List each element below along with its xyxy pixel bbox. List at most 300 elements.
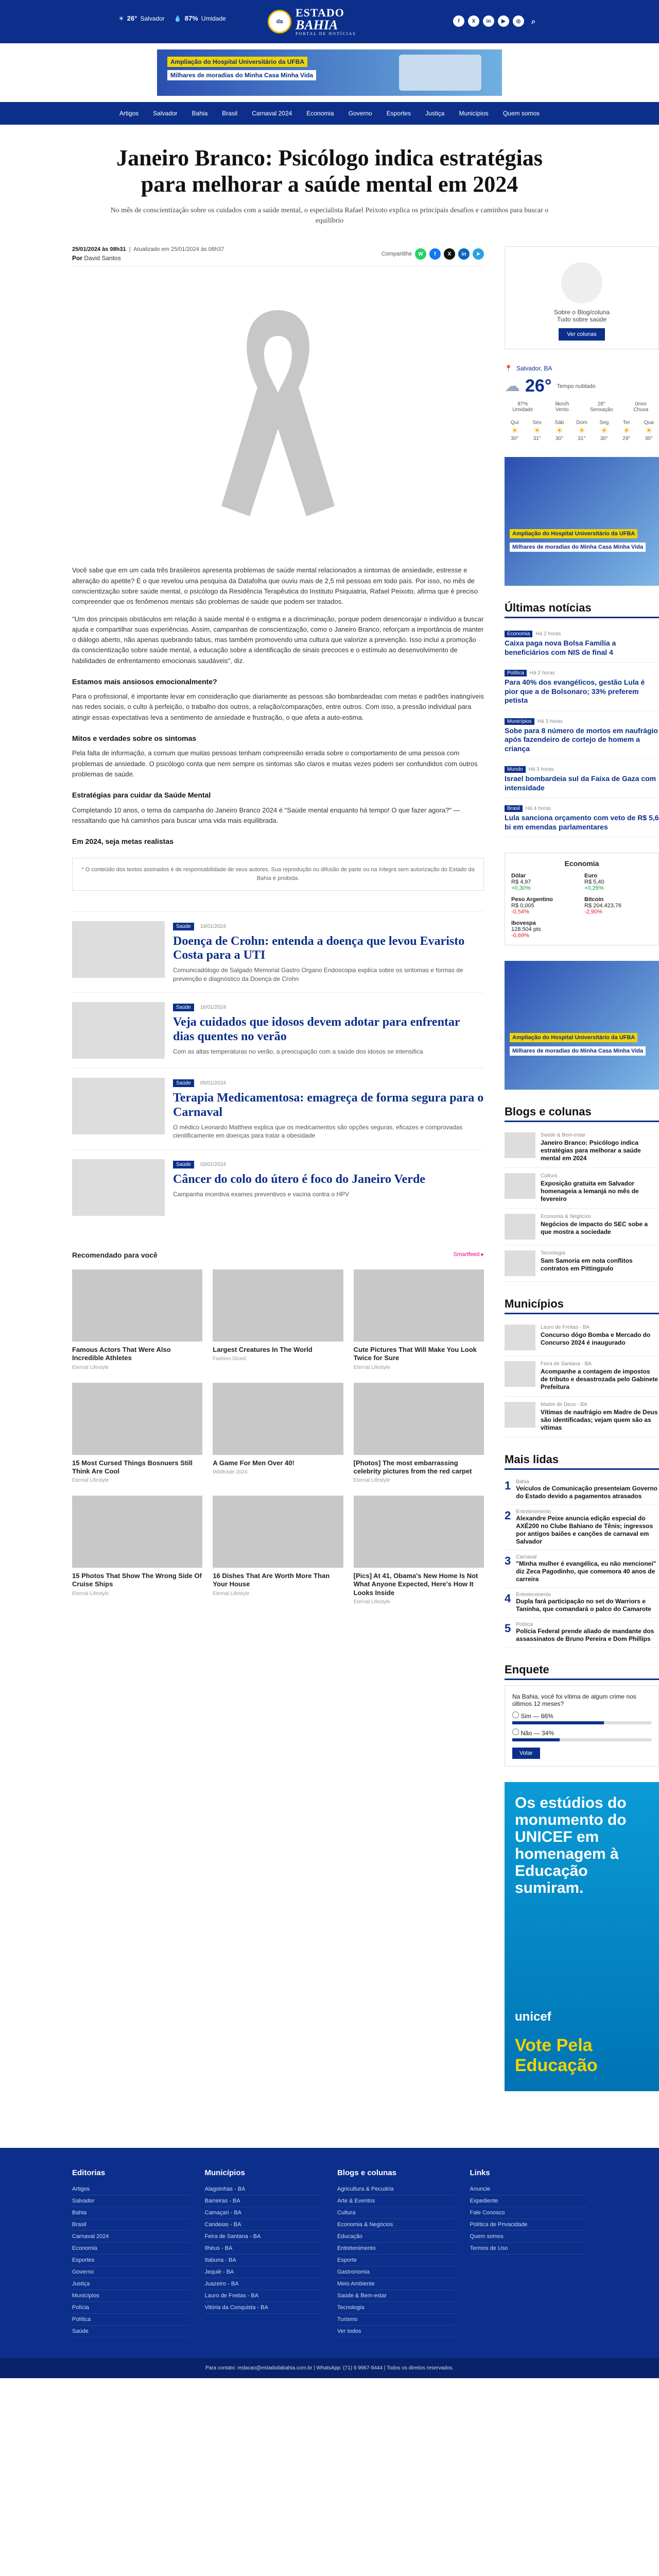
poll-option[interactable]: Sim — 66% (512, 1711, 651, 1724)
footer-link[interactable]: Turismo (337, 2314, 455, 2326)
facebook-icon[interactable]: f (453, 15, 464, 27)
economy-name: Bitcoin (584, 896, 604, 903)
related-date: 19/01/2024 (200, 923, 226, 929)
recommended-card-title: A Game For Men Over 40! (213, 1459, 294, 1467)
blog-item[interactable] (505, 1168, 659, 1209)
sun-icon: ☀ (511, 427, 518, 436)
footer-link[interactable]: Ver todos (337, 2326, 455, 2337)
news-time: Há 4 horas (526, 806, 551, 812)
recommended-source: Eternal Lifestyle (353, 1478, 390, 1484)
poll-option-label: Não (521, 1730, 532, 1737)
economy-item (584, 873, 652, 891)
most-read-headline[interactable]: Alexandre Peixe anuncia edição especial do AXÉ200 no Clube Bahiano de Tênis; ingressos por antigos baiões e canções de carnaval em Salvador (516, 1515, 653, 1546)
nav-item-esportes[interactable]: Esportes (386, 110, 411, 117)
municipio-item[interactable] (505, 1397, 659, 1437)
footer-link[interactable]: Jequié - BA (205, 2266, 322, 2278)
nav-item-bahia[interactable]: Bahia (192, 110, 208, 117)
article-heading: Mitos e verdades sobre os sintomas (72, 734, 197, 742)
footer-link[interactable]: Ilhéus - BA (205, 2243, 322, 2255)
site-footer (0, 2148, 659, 2358)
sidebar-ad-line2: Milhares de moradias do Minha Casa Minha Vida (510, 543, 646, 552)
vote-button[interactable]: Votar (512, 1748, 540, 1759)
sun-icon: ☀ (578, 427, 586, 436)
recommended-card-title: 15 Photos That Show The Wrong Side Of Cruise Ships (72, 1572, 202, 1588)
poll-widget (505, 1685, 659, 1767)
recommended-image (213, 1383, 343, 1455)
footer-link[interactable]: Barreiras - BA (205, 2195, 322, 2207)
municipio-item[interactable] (505, 1356, 659, 1397)
economy-value: R$ 4,97 (511, 879, 531, 886)
economy-name: Peso Argentino (511, 896, 553, 903)
footer-link[interactable]: Política de Privacidade (470, 2219, 587, 2231)
recommended-source: Eternal Lifestyle (72, 1590, 109, 1597)
blog-item[interactable] (505, 1245, 659, 1282)
recommended-image (354, 1269, 484, 1342)
footer-link[interactable]: Economia (72, 2243, 189, 2255)
blog-avatar (561, 262, 602, 303)
sun-icon: ☀ (533, 427, 541, 436)
blog-thumb (505, 1214, 535, 1240)
weather-desc: Tempo nublado (557, 383, 596, 389)
forecast-day: Dom (576, 420, 587, 426)
most-read-title: Mais lidas (505, 1453, 659, 1470)
stat-label: Umidade (512, 407, 533, 413)
news-item[interactable] (505, 711, 659, 759)
poll-option[interactable]: Não — 34% (512, 1728, 651, 1741)
footer-link[interactable]: Municípios (72, 2290, 189, 2302)
footer-link[interactable]: Tecnologia (337, 2302, 455, 2314)
related-tag: Saúde (173, 923, 194, 930)
most-read-item[interactable] (505, 1588, 659, 1618)
most-read-item[interactable] (505, 1505, 659, 1550)
stat-value: 87% (517, 401, 528, 408)
recommended-card[interactable] (72, 1383, 202, 1484)
x-share-icon[interactable]: X (444, 248, 455, 260)
header-weather-temp: 26° (127, 14, 137, 22)
recommended-source: Eternal Lifestyle (353, 1599, 390, 1605)
poll-result-fill (512, 1721, 604, 1724)
footer-link[interactable]: Artigos (72, 2183, 189, 2195)
news-item[interactable] (505, 759, 659, 798)
recommended-card[interactable] (72, 1496, 202, 1605)
related-item[interactable] (72, 1149, 484, 1225)
poll-radio[interactable] (512, 1728, 519, 1735)
related-articles (72, 911, 484, 1226)
most-read-headline[interactable]: Veículos de Comunicação presenteiam Governo do Estado devido a pagamentos atrasados (516, 1485, 658, 1500)
municipio-headline[interactable]: Concurso dógo Bomba e Mercado do Concurso 2024 é inaugurado (541, 1331, 651, 1347)
facebook-share-icon[interactable]: f (429, 248, 441, 260)
forecast-day: Sex (532, 420, 542, 426)
forecast-temp: 30° (645, 436, 653, 442)
most-read-category: Entretenimento (516, 1509, 551, 1515)
footer-link[interactable]: Alagoinhas - BA (205, 2183, 322, 2195)
search-icon[interactable]: ⌕ (531, 16, 535, 25)
blog-promo-text: Tudo sobre saúde (557, 316, 607, 324)
footer-column (72, 2168, 189, 2337)
footer-link[interactable]: Saúde & Bem-estar (337, 2290, 455, 2302)
recommended-card[interactable] (72, 1269, 202, 1370)
footer-link[interactable]: Brasil (72, 2219, 189, 2231)
news-headline[interactable]: Sobe para 8 número de mortos em naufrágio após fazendeiro de cortejo de homem a criança (505, 726, 658, 753)
footer-link[interactable]: Quem somos (470, 2231, 587, 2243)
footer-link[interactable]: Gastronomia (337, 2266, 455, 2278)
most-read-item[interactable] (505, 1618, 659, 1648)
rank-number: 3 (505, 1554, 511, 1568)
related-date: 03/01/2024 (200, 1162, 226, 1168)
economy-item (584, 896, 652, 915)
author-prefix: Por (72, 255, 83, 262)
sun-icon: ☀ (118, 14, 124, 22)
news-item[interactable] (505, 663, 659, 711)
related-item[interactable] (72, 911, 484, 993)
economy-value: R$ 0,005 (511, 903, 534, 909)
economy-change: -0,54% (511, 909, 529, 916)
recommended-image (72, 1269, 202, 1342)
x-twitter-icon[interactable]: X (468, 15, 479, 27)
stat-label: Chuva (633, 407, 649, 413)
nav-item-artigos[interactable]: Artigos (119, 110, 139, 117)
header-humidity-label: Umidade (201, 14, 226, 22)
municipios-section (505, 1297, 659, 1437)
article-header (98, 145, 561, 226)
blog-promo (505, 246, 659, 349)
logo-seal-icon: da (268, 10, 291, 33)
instagram-icon[interactable]: ◎ (513, 15, 524, 27)
banner-image (399, 55, 481, 91)
news-category: Municípios (505, 718, 534, 725)
article-subtitle: No mês de conscientização sobre os cuidados com a saúde mental, o especialista Rafael Peixoto explica os principais desafios e caminhos para buscar o equilíbrio (110, 207, 549, 225)
footer-link[interactable]: Juazeiro - BA (205, 2278, 322, 2290)
footer-link[interactable]: Camaçari - BA (205, 2207, 322, 2219)
economy-item (511, 896, 579, 915)
blog-name: Tecnologia (541, 1250, 565, 1257)
municipio-headline[interactable]: Acompanhe a contagem de impostos de tributo e desastrozada pelo Gabinete Prefeitura (541, 1368, 658, 1391)
recommended-card-title: Famous Actors That Were Also Incredible Athletes (72, 1346, 171, 1362)
blog-item[interactable] (505, 1127, 659, 1168)
most-read-section (505, 1453, 659, 1648)
article-date: 25/01/2024 às 08h31 (72, 246, 126, 253)
related-title[interactable]: Terapia Medicamentosa: emagreça de forma segura para o Carnaval (173, 1091, 484, 1119)
related-tag: Saúde (173, 1004, 194, 1011)
rank-number: 1 (505, 1479, 511, 1493)
footer-link[interactable]: Cultura (337, 2207, 455, 2219)
economy-change: +0,26% (584, 885, 604, 892)
nav-item-justica[interactable]: Justiça (425, 110, 445, 117)
news-item[interactable] (505, 798, 659, 837)
poll-question: Na Bahia, você foi vítima de algum crime nos últimos 12 meses? (512, 1693, 636, 1708)
related-tag: Saúde (173, 1079, 194, 1087)
blog-post-title[interactable]: Exposição gratuita em Salvador homenageia a Iemanjá no mês de fevereiro (541, 1180, 639, 1203)
footer-link[interactable]: Vitória da Conquista - BA (205, 2302, 322, 2314)
recommended-card-title: Cute Pictures That Will Make You Look Twice for Sure (353, 1346, 477, 1362)
blog-name: Cultura (541, 1173, 558, 1179)
article-heading: Em 2024, seja metas realistas (72, 837, 174, 845)
news-category: Brasil (505, 805, 523, 812)
poll-result-fill (512, 1738, 560, 1741)
related-date: 05/01/2024 (200, 1080, 226, 1087)
poll-option-label: Sim (521, 1713, 532, 1720)
recommended-card[interactable] (213, 1269, 343, 1370)
economy-change: +0,30% (511, 885, 531, 892)
footer-link[interactable]: Candeias - BA (205, 2219, 322, 2231)
blog-post-title[interactable]: Negócios de impacto do SEC sobe a que mostra a sociedade (541, 1221, 648, 1236)
nav-item-governo[interactable]: Governo (348, 110, 372, 117)
recommended-source: Fashion Diced (213, 1356, 246, 1362)
news-headline[interactable]: Para 40% dos evangélicos, gestão Lula é pior que a de Bolsonaro; 33% preferem petista (505, 678, 645, 705)
article-heading: Estratégias para cuidar da Saúde Mental (72, 790, 211, 799)
municipio-item[interactable] (505, 1319, 659, 1356)
footer-link[interactable]: Carnaval 2024 (72, 2231, 189, 2243)
author-name: David Santos (84, 255, 121, 262)
footer-link[interactable]: Agricultura & Pecuária (337, 2183, 455, 2195)
most-read-category: Entretenimento (516, 1592, 551, 1598)
footer-link[interactable]: Arte & Eventos (337, 2195, 455, 2207)
nav-item-municipios[interactable]: Municípios (459, 110, 489, 117)
news-item[interactable] (505, 623, 659, 663)
news-time: Há 3 horas (537, 718, 563, 724)
recommended-card[interactable] (354, 1383, 484, 1484)
main-nav (0, 102, 659, 125)
related-desc: Comunicadólogo de Salgado Memorial Gastro Organo Endoscopia explica sobre os sintomas e formas de prevenção e diagnóstico da Doença de Crohn (173, 966, 463, 982)
footer-link[interactable]: Governo (72, 2266, 189, 2278)
recommended-card[interactable] (213, 1383, 343, 1484)
footer-link[interactable]: Fale Conosco (470, 2207, 587, 2219)
recommended-card[interactable] (213, 1496, 343, 1605)
unicef-logo: unicef (515, 2010, 551, 2024)
footer-link[interactable]: Esporte (337, 2255, 455, 2266)
news-time: Há 2 horas (535, 631, 561, 637)
header-weather-city (118, 14, 165, 22)
poll-radio[interactable] (512, 1711, 519, 1718)
footer-link[interactable]: Feira de Santana - BA (205, 2231, 322, 2243)
stat-label: Vento (555, 407, 569, 413)
most-read-headline[interactable]: "Minha mulher é evangélica, eu não mencionei" diz Zeca Pagodinho, que comemora 40 anos de carreira (516, 1560, 656, 1583)
linkedin-icon[interactable]: in (483, 15, 494, 27)
recommended-card-title: 15 Most Cursed Things Bosnuers Still Think Are Cool (72, 1459, 193, 1475)
municipio-headline[interactable]: Vítimas de naufrágio em Madre de Deus são identificadas; vejam quem são as vítimas (541, 1409, 658, 1432)
nav-item-economia[interactable]: Economia (306, 110, 334, 117)
footer-link[interactable]: Lauro de Freitas - BA (205, 2290, 322, 2302)
municipio-name: Feira de Santana - BA (541, 1361, 592, 1367)
site-logo[interactable] (268, 5, 391, 38)
sidebar-ad[interactable] (505, 457, 659, 586)
footer-link[interactable]: Economia & Negócios (337, 2219, 455, 2231)
top-ad-banner[interactable] (157, 49, 502, 96)
recommended-image (213, 1496, 343, 1568)
news-time: Há 2 horas (529, 670, 555, 676)
nav-item-salvador[interactable]: Salvador (153, 110, 178, 117)
news-headline[interactable]: Lula sanciona orçamento com veto de R$ 5,6 bi em emendas parlamentares (505, 814, 659, 831)
blog-post-title[interactable]: Sam Samoria em nota conflitos contratos em Pittingpulo (541, 1257, 633, 1273)
article-paragraph: Pela falta de informação, a comum que muitas pessoas tenham compreensão errada sobre o comportamento de uma pessoa com problemas de ansiedade. O psicólogo conta que nem sempre os sintomas são claros e muitas vezes podem ser confundidos com outros problemas de saúde. (72, 749, 478, 778)
article-disclaimer: * O conteúdo dos textos assinados é de responsabilidade de seus autores. Sua reprodução ou difusão de parte ou na íntegra sem autorização do Estado da Bahia é proibida. (72, 858, 484, 891)
news-category: Mundo (505, 766, 526, 773)
forecast-temp: 30° (600, 436, 608, 442)
article-title: Janeiro Branco: Psicólogo indica estratégias para melhorar a saúde mental em 2024 (116, 145, 543, 197)
linkedin-share-icon[interactable]: in (458, 248, 470, 260)
whatsapp-icon[interactable]: W (415, 248, 426, 260)
recommended-card-title: [Photos] The most embarrassing celebrity pictures from the red carpet (353, 1459, 472, 1475)
content-wrap (72, 246, 659, 2107)
blogs-section (505, 1105, 659, 1282)
footer-link[interactable]: Expediente (470, 2195, 587, 2207)
rank-number: 2 (505, 1509, 511, 1522)
recommended-image (354, 1496, 484, 1568)
economy-value: R$ 5,40 (584, 879, 604, 886)
recommended-card-title: 16 Dishes That Are Worth More Than Your House (213, 1572, 330, 1588)
footer-link[interactable]: Educação (337, 2231, 455, 2243)
recommended-source: Eternal Lifestyle (72, 1478, 109, 1484)
poll-title: Enquete (505, 1663, 659, 1680)
most-read-item[interactable] (505, 1550, 659, 1588)
footer-link[interactable]: Esportes (72, 2255, 189, 2266)
banner-line2: Milhares de moradias do Minha Casa Minha Vida (167, 70, 316, 80)
nav-item-quem-somos[interactable]: Quem somos (502, 110, 540, 117)
footer-link[interactable]: Saúde (72, 2326, 189, 2337)
telegram-share-icon[interactable]: ➤ (473, 248, 484, 260)
sidebar (505, 246, 659, 2107)
footer-link[interactable]: Justiça (72, 2278, 189, 2290)
unicef-ad[interactable] (505, 1782, 659, 2091)
related-item[interactable] (72, 1068, 484, 1149)
municipio-name: Lauro de Freitas - BA (541, 1325, 590, 1331)
related-desc: Com as altas temperaturas no verão, a preocupação com a saúde dos idosos se intensifica (173, 1047, 423, 1055)
latest-news (505, 601, 659, 837)
municipio-thumb (505, 1361, 535, 1387)
news-category: Economia (505, 631, 532, 637)
footer-link[interactable]: Polícia (72, 2302, 189, 2314)
smartfeed-logo[interactable]: Smartfeed ▸ (453, 1251, 484, 1258)
nav-item-carnaval[interactable]: Carnaval 2024 (252, 110, 292, 117)
blog-item[interactable] (505, 1209, 659, 1245)
location-pin-icon: 📍 (505, 365, 512, 372)
blog-name: Economia & Negócios (541, 1214, 592, 1220)
footer-link[interactable]: Bahia (72, 2207, 189, 2219)
article-updated: Atualizado em 25/01/2024 às 08h37 (133, 246, 224, 253)
blog-thumb (505, 1132, 535, 1158)
banner-line1: Ampliação do Hospital Universitário da UFBA (167, 57, 307, 67)
footer-link[interactable]: Anuncie (470, 2183, 587, 2195)
footer-link[interactable]: Política (72, 2314, 189, 2326)
poll-result-bar (512, 1721, 651, 1724)
recommended-card[interactable] (354, 1496, 484, 1605)
blog-promo-title: Sobre o Blog/coluna (553, 309, 610, 316)
recommended-title: Recomendado para você (72, 1251, 158, 1260)
blog-promo-button[interactable]: Ver colunas (559, 328, 604, 341)
footer-link[interactable]: Termos de Uso (470, 2243, 587, 2255)
related-title[interactable]: Doença de Crohn: entenda a doença que levou Evaristo Costa para a UTI (173, 934, 465, 962)
recommended-card[interactable] (354, 1269, 484, 1370)
blog-thumb (505, 1173, 535, 1199)
recommended-source: Eternal Lifestyle (72, 1364, 109, 1370)
article-meta: 25/01/2024 às 08h31 | Atualizado em 25/01/2024 às 08h37 Por David Santos Compartilhe W f X in ➤ (72, 246, 484, 266)
recommended-source: Eternal Lifestyle (213, 1590, 250, 1597)
header-weather (118, 14, 226, 22)
related-title[interactable]: Câncer do colo do útero é foco do Janeiro Verde (173, 1173, 425, 1187)
economy-name: Ibovespa (511, 920, 536, 927)
news-headline[interactable]: Israel bombardeia sul da Faixa de Gaza com intensidade (505, 774, 656, 792)
most-read-headline[interactable]: Dupla fará participação no set do Warriors e Taninha, que comandará o palco do Camarote (516, 1598, 651, 1613)
rank-number: 5 (505, 1622, 511, 1635)
recommended-card-title: [Pics] At 41, Obama's New Home Is Not What Anyone Expected, Here's How It Looks Inside (353, 1572, 478, 1597)
forecast-day: Seg (599, 420, 609, 426)
forecast-day: Qui (510, 420, 519, 426)
sun-icon: ☀ (645, 427, 653, 436)
recommended-image (354, 1383, 484, 1455)
poll-result-bar (512, 1738, 651, 1741)
economy-name: Dólar (511, 873, 526, 879)
footer-link[interactable]: Entretenimento (337, 2243, 455, 2255)
economy-name: Euro (584, 873, 598, 879)
footer-link[interactable]: Salvador (72, 2195, 189, 2207)
stat-value: 9km/h (555, 401, 569, 408)
article-heading: Estamos mais ansiosos emocionalmente? (72, 677, 217, 686)
blog-post-title[interactable]: Janeiro Branco: Psicólogo indica estratégias para melhorar a saúde mental em 2024 (541, 1139, 641, 1162)
related-title[interactable]: Veja cuidados que idosos devem adotar para enfrentar dias quentes no verão (173, 1015, 460, 1043)
sidebar-ad[interactable] (505, 961, 659, 1090)
main-column (72, 246, 484, 2107)
poll-option-pct: 34% (542, 1730, 554, 1737)
article-author (72, 255, 224, 262)
nav-item-brasil[interactable]: Brasil (222, 110, 238, 117)
recommended-image (72, 1383, 202, 1455)
most-read-item[interactable] (505, 1475, 659, 1505)
recommended-section (72, 1251, 484, 1605)
forecast-temp: 31° (578, 436, 586, 442)
economy-item (511, 873, 579, 891)
sidebar-ad-line2: Milhares de moradias do Minha Casa Minha Vida (510, 1046, 646, 1056)
forecast-day: Sáb (554, 420, 564, 426)
blog-name: Saúde & Bem-estar (541, 1132, 586, 1139)
blog-thumb (505, 1250, 535, 1276)
blogs-title: Blogs e colunas (505, 1105, 659, 1122)
footer-column-title: Links (470, 2168, 490, 2178)
rank-number: 4 (505, 1592, 511, 1605)
share-label: Compartilhe (381, 251, 412, 258)
latest-news-title: Últimas notícias (505, 601, 659, 618)
related-item[interactable] (72, 992, 484, 1068)
news-headline[interactable]: Caixa paga nova Bolsa Família a beneficiários com NIS de final 4 (505, 639, 616, 656)
top-header (0, 0, 659, 43)
municipio-thumb (505, 1325, 535, 1350)
youtube-icon[interactable]: ▶ (498, 15, 509, 27)
municipio-thumb (505, 1402, 535, 1428)
footer-link[interactable]: Itabuna - BA (205, 2255, 322, 2266)
economy-item (511, 920, 579, 939)
stat-value: 28° (597, 401, 605, 408)
logo-line2: BAHIA (296, 18, 338, 32)
article-paragraph: Completando 10 anos, o tema da campanha do Janeiro Branco 2024 é "Saúde mental enquanto há tempo! O que fazer agora?" — ressaltando que há caminhos para buscar uma vida mais equilibrada. (72, 806, 460, 824)
related-thumb (72, 1159, 165, 1216)
related-tag: Saúde (173, 1161, 194, 1168)
article-paragraph: Você sabe que em um cada três brasileiros apresenta problemas de saúde mental relacionados a sintomas de ansiedade, estresse e alteração do apetite? É o que revelou uma pesquisa da Datafolha que ouviu mais de 2,5 mil pessoas em todo país. Por isso, no mês de conscientização sobre saúde mental, o psicólogo da Residência Terapêutica do Instituto Psiquiatria, Rafael Peixoto, afirma que é preciso compreender que os fenômenos mentais são problemas de saúde que podem ser tratados. (72, 566, 478, 605)
awareness-ribbon-icon (201, 300, 355, 527)
related-thumb (72, 1002, 165, 1059)
footer-column (337, 2168, 455, 2337)
most-read-headline[interactable]: Polícia Federal prende aliado de mandante dos assassinatos de Bruno Pereira e Dom Phillips (516, 1628, 654, 1643)
sidebar-ad-line1: Ampliação do Hospital Universitário da UFBA (510, 1033, 637, 1042)
related-date: 16/01/2024 (200, 1005, 226, 1011)
most-read-category: Carnaval (516, 1554, 537, 1561)
header-weather-label: Salvador (140, 14, 165, 22)
economy-value: R$ 204.423,76 (584, 903, 622, 909)
footer-link[interactable]: Meio Ambiente (337, 2278, 455, 2290)
social-links (453, 15, 539, 27)
logo-line3: PORTAL DE NOTÍCIAS (296, 31, 356, 36)
logo-line1: ESTADO (296, 6, 344, 19)
header-humidity-value: 87% (184, 14, 198, 22)
most-read-category: Política (516, 1622, 533, 1628)
